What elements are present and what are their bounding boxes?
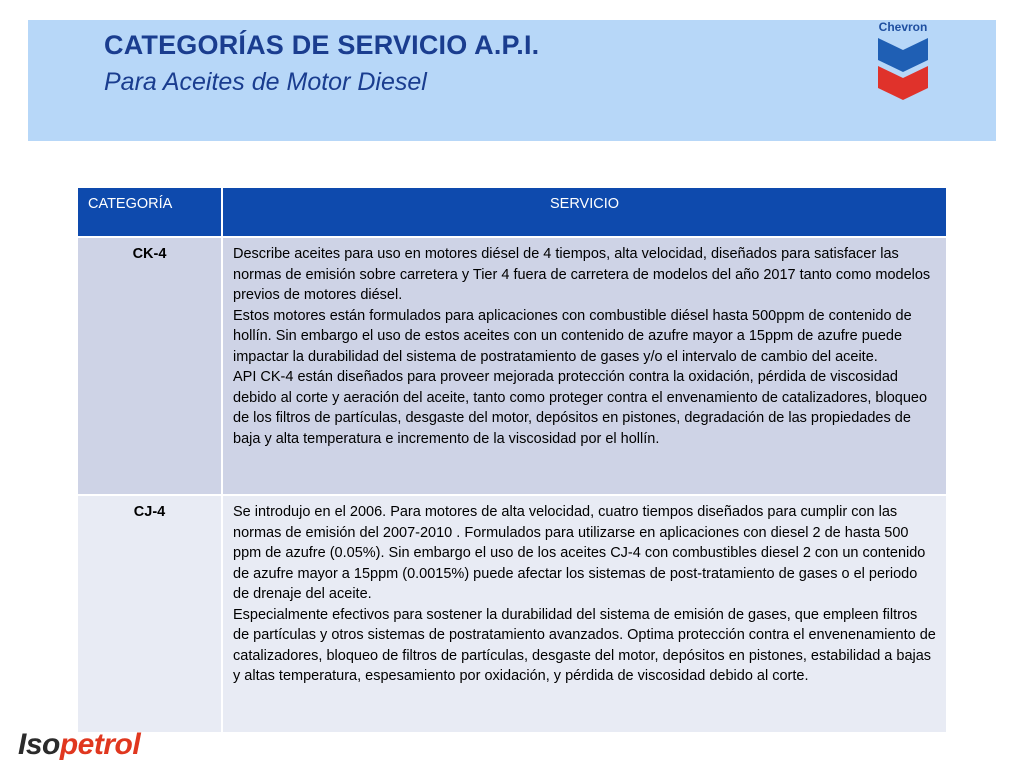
table-row <box>78 495 946 732</box>
category-cell: CJ-4 <box>78 495 222 732</box>
column-header-service: SERVICIO <box>222 188 946 237</box>
service-cell <box>222 237 946 495</box>
isopetrol-logo-part1: Iso <box>18 728 60 761</box>
chevron-logo-text: Chevron <box>878 20 928 34</box>
service-paragraph: Describe aceites para uso en motores diésel de 4 tiempos, alta velocidad, diseñados para satisfacer las normas de emisión sobre carretera y Tier 4 fuera de carretera de modelos del año 2017 tanto como modelos previos de motores diésel. <box>233 246 931 303</box>
service-table <box>78 188 946 720</box>
page-title: CATEGORÍAS DE SERVICIO A.P.I. <box>104 30 540 60</box>
category-cell: CK-4 <box>78 237 222 495</box>
page-subtitle: Para Aceites de Motor Diesel <box>104 68 427 96</box>
chevron-logo <box>872 20 942 102</box>
chevron-emblem-icon <box>872 20 934 102</box>
isopetrol-logo-part2: petrol <box>59 728 141 761</box>
column-header-category: CATEGORÍA <box>78 188 222 237</box>
service-paragraph: Estos motores están formulados para aplicaciones con combustible diésel hasta 500ppm de contenido de hollín. Sin embargo el uso de estos aceites con un contenido de azufre mayor a 15ppm de azufre puede impactar la durabilidad del sistema de postratamiento de gases y/o el intervalo de cambio del aceite. <box>233 307 912 365</box>
table-header-row <box>78 188 946 237</box>
isopetrol-logo <box>18 728 140 764</box>
service-cell <box>222 495 946 732</box>
service-paragraph: Se introdujo en el 2006. Para motores de alta velocidad, cuatro tiempos diseñados para cumplir con las normas de emisión del 2007-2010 . Formulados para utilizarse en aplicaciones con diesel 2 de hasta 500 ppm de azufre (0.05%). Sin embargo el uso de los aceites CJ-4 con combustibles diesel 2 con un contenido de azufre mayor a 15ppm (0.0015%) puede afectar los sistemas de post-tratamiento de gases o el periodo de drenaje del aceite. <box>233 504 926 602</box>
service-paragraph: Especialmente efectivos para sostener la durabilidad del sistema de emisión de gases, que empleen filtros de partículas y otros sistemas de postratamiento avanzados. Optima protección contra el envenenamiento de catalizadores, bloqueo de filtros de partículas, desgaste del motor, depósitos en pistones, estabilidad a bajas y altas temperatura, espesamiento por oxidación, y pérdida de viscosidad debido al corte. <box>233 606 936 684</box>
table-row <box>78 237 946 495</box>
service-paragraph: API CK-4 están diseñados para proveer mejorada protección contra la oxidación, pérdida de viscosidad debido al corte y aeración del aceite, tanto como proteger contra el envenamiento de catalizadores, bloqueo de los filtros de partículas, desgaste del motor, depósitos en pistones, degradación de las propiedades de baja y alta temperatura e incremento de la viscosidad por el hollín. <box>233 369 928 447</box>
